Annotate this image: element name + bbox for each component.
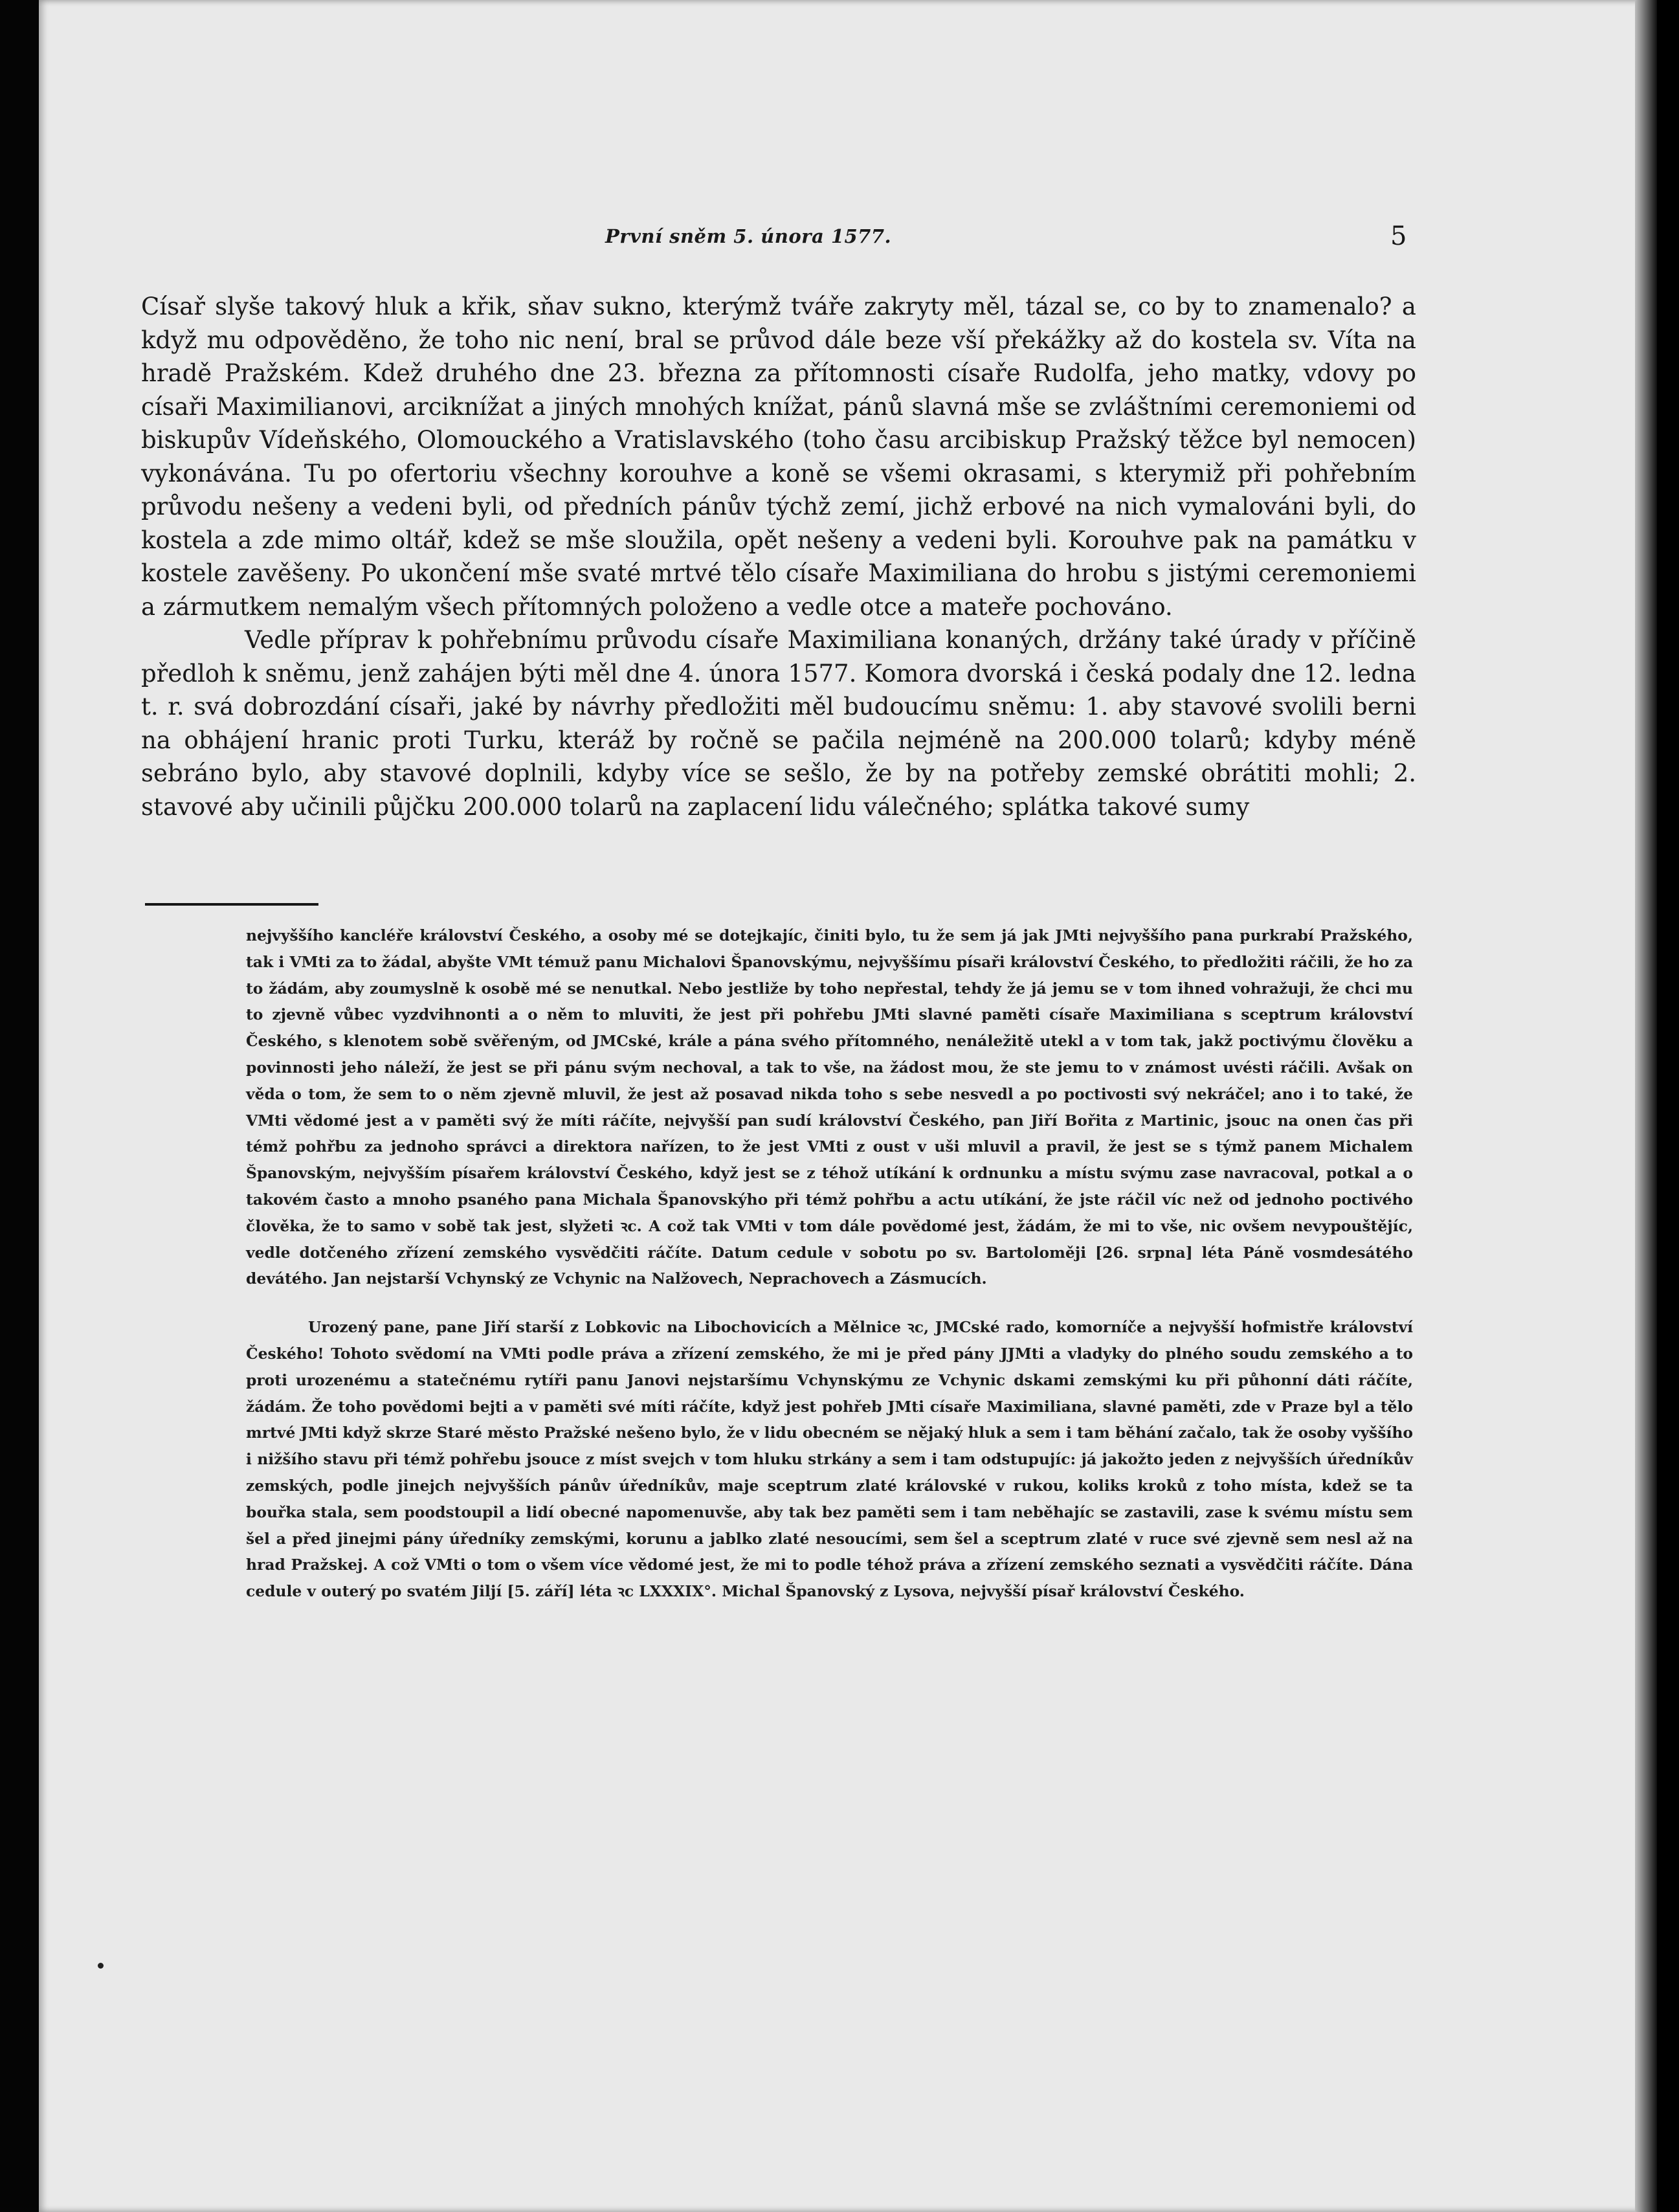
page-number: 5 [1390, 221, 1407, 251]
body-paragraph: Císař slyše takový hluk a křik, sňav sukno, kterýmž tváře zakryty měl, tázal se, co by to znamenalo? a když mu odpověděno, že toho nic není, bral se průvod dále beze vší překážky až do kostela sv. Víta na hradě Pražském. Kdež druhého dne 23. března za přítomnosti císaře Rudolfa, jeho matky, vdovy po císaři Maximilianovi, arciknížat a jiných mnohých knížat, pánů slavná mše se zvláštními ceremoniemi od biskupův Vídeňského, Olomouckého a Vratislavského (toho času arcibiskup Pražský těžce byl nemocen) vykonávána. Tu po ofertoriu všechny korouhve a koně se všemi okrasami, s kterymiž při pohřebním průvodu nešeny a vedeni byli, od předních pánův týchž zemí, jichž erbové na nich vymalováni byli, do kostela a zde mimo oltář, kdež se mše sloužila, opět nešeny a vedeni byli. Korouhve pak na památku v kostele zavěšeny. Po ukončení mše svaté mrtvé tělo císaře Maximiliana do hrobu s jistými ceremoniemi a zármutkem nemalým všech přítomných položeno a vedle otce a mateře pochováno. [141, 293, 1416, 621]
footnote-paragraph: nejvyššího kancléře království Českého, a osoby mé se dotejkajíc, činiti bylo, tu že sem já jak JMti nejvyššího pana purkrabí Pražského, tak i VMti za to žádal, abyšte VMt témuž panu Michalovi Španovskýmu, nejvyššímu písaři království Českého, to předložiti ráčili, že ho za to žádám, aby zoumyslně k osobě mé se nenutkal. Nebo jestliže by toho nepřestal, tehdy že já jemu se v tom ihned vohražuji, že chci mu to zjevně vůbec vyzdvihnonti a o něm to mluviti, že jest při pohřebu JMti slavné paměti císaře Maximiliana s sceptrum království Českého, s klenotem sobě svěřeným, od JMCské, krále a pána svého přítomného, nenáležitě utekl a v tom tak, jakž poctivýmu člověku a povinnosti jeho náleží, že jest se při pánu svým nechoval, a tak to vše, na žádost mou, že ste jemu to v známost uvésti ráčili. Avšak on věda o tom, že sem to o něm zjevně mluvil, že jest až posavad nikda toho s sebe nesvedl a po poctivosti svý nekráčel; ano i to také, že VMti vědomé jest a v paměti svý že míti ráčíte, nejvyšší pan sudí království Českého, pan Jiří Bořita z Martinic, jsouc na onen čas při témž pohřbu za jednoho správci a direktora nařízen, to že jest VMti z oust v uši mluvil a pravil, že jest se s týmž panem Michalem Španovským, nejvyšším písařem království Českého, když jest se z téhož utíkání k ordnunku a místu svýmu zase navracoval, potkal a o takovém často a mnoho psaného pana Michala Španovskýho při témž pohřbu a actu utíkání, že jste ráčil víc než od jednoho poctivého člověka, že to samo v sobě tak jest, slyžeti ꝛc. A což tak VMti v tom dále povědomé jest, žádám, že mi to vše, nic ovšem nevypouštějíc, vedle dotčeného zřízení zemského vysvědčiti ráčíte. Datum cedule v sobotu po sv. Bartoloměji [26. srpna] léta Páně vosmdesátého devátého. Jan nejstarší Vchynský ze Vchynic na Nalžovech, Neprachovech a Zásmucích. [246, 926, 1413, 1288]
scan-left-border [0, 0, 39, 2212]
page-edge-shadow [1635, 0, 1657, 2212]
running-header-title: První sněm 5. února 1577. [605, 225, 892, 247]
footnote-block [246, 922, 1413, 1605]
main-text-block [141, 290, 1416, 823]
footnote-separator-rule [145, 903, 318, 906]
footnote-paragraph: Urozený pane, pane Jiří starší z Lobkovic na Libochovicích a Mělnice ꝛc, JMCské rado, komorníče a nejvyšší hofmistře království Českého! Tohoto svědomí na VMti podle práva a zřízení zemského, že mi je před pány JJMti a vladyky do plného soudu zemského a to proti urozenému a statečnému rytíři panu Janovi nejstaršímu Vchynskýmu ze Vchynic dskami zemskými ku při půhonní dáti ráčíte, žádám. Že toho povědomi bejti a v paměti své míti ráčíte, když jest pohřeb JMti císaře Maximiliana, slavné paměti, zde v Praze byl a tělo mrtvé JMti když skrze Staré město Pražské nešeno bylo, že v lidu obecném se nějaký hluk a sem i tam běhání začalo, tak že osoby vyššího i nižšího stavu při témž pohřebu jsouce z míst svejch v tom hluku strkány a sem i tam odstupujíc: já jakožto jeden z nejvyšších úředníkův zemských, podle jinejch nejvyšších pánův úředníkův, maje sceptrum zlaté královské v rukou, koliks kroků z toho místa, kdež se ta bouřka stala, sem poodstoupil a lidí obecné napomenuvše, aby tak bez paměti sem i tam neběhajíc se zastavili, zase k svému místu sem šel a před jinejmi pány úředníky zemskými, korunu a jablko zlaté nesoucími, sem šel a sceptrum zlaté v ruce své zjevně sem nesl až na hrad Pražskej. A což VMti o tom o všem více vědomé jest, že mi to podle téhož práva a zřízení zemského seznati a vysvědčiti ráčíte. Dána cedule v outerý po svatém Jiljí [5. září] léta ꝛc LXXXIX°. Michal Španovský z Lysova, nejvyšší písař království Českého. [246, 1318, 1413, 1601]
scan-speck-mark [98, 1963, 104, 1969]
body-paragraph: Vedle příprav k pohřebnímu průvodu císaře Maximiliana konaných, držány také úrady v příčině předloh k sněmu, jenž zahájen býti měl dne 4. února 1577. Komora dvorská i česká podaly dne 12. ledna t. r. svá dobrozdání císaři, jaké by návrhy předložiti měl budoucímu sněmu: 1. aby stavové svolili berni na obhájení hranic proti Turku, kteráž by ročně se pačila nejméně na 200.000 tolarů; kdyby méně sebráno bylo, aby stavové doplnili, kdyby více se sešlo, že by na potřeby zemské obrátiti mohli; 2. stavové aby učinili půjčku 200.000 tolarů na zaplacení lidu válečného; splátka takové sumy [141, 626, 1416, 821]
